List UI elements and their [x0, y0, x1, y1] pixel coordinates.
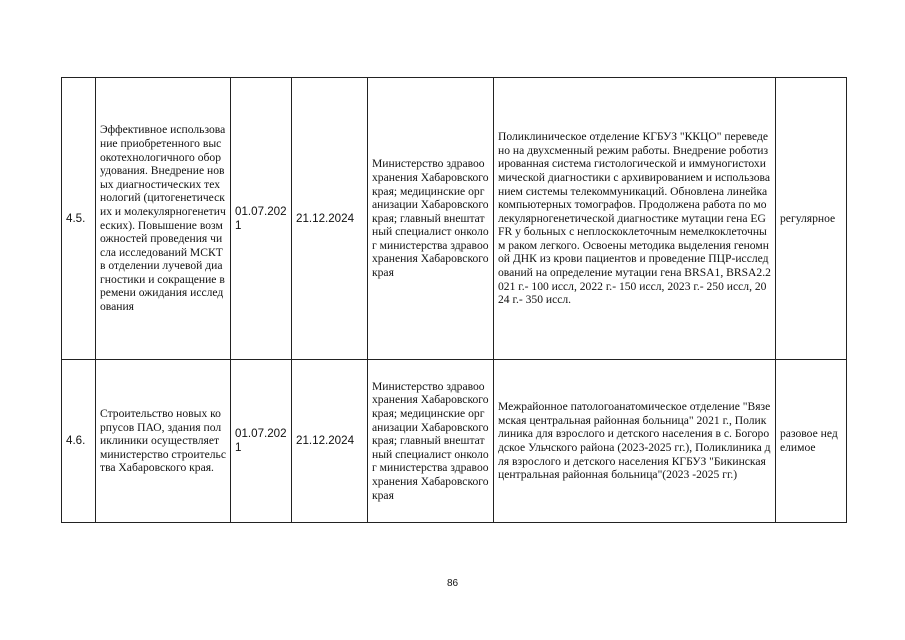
responsible: Министерство здравоохранения Хабаровского края; медицинские организации Хабаровского края; главный внештатный специалист онколог министерства здравоохранения Хабаровского края — [368, 78, 494, 360]
result: Межрайонное патологоанатомическое отделение "Вяземская центральная районная больница" 2021 г., Поликлиника для взрослого и детского населения в с. Богородское Ульчского района (2023-2025 гг.), Поликлиника для взрослого и детского населения КГБУЗ "Бикинская центральная районная больница"(2023 -2025 гг.) — [494, 360, 776, 523]
page-number: 86 — [446, 578, 459, 589]
measure-type: регулярное — [776, 78, 847, 360]
end-date: 21.12.2024 — [292, 78, 368, 360]
responsible: Министерство здравоохранения Хабаровского края; медицинские организации Хабаровского края; главный внештатный специалист онколог министерства здравоохранения Хабаровского края — [368, 360, 494, 523]
table-row — [62, 360, 847, 523]
start-date: 01.07.2021 — [231, 360, 292, 523]
measures-table — [61, 77, 847, 523]
result: Поликлиническое отделение КГБУЗ "ККЦО" переведено на двухсменный режим работы. Внедрение роботизированная система гистологической и иммуногистохимической диагностики с архивированием и использованием системы телекоммуникаций. Обновлена линейка компьютерных томографов. Продолжена работа по молекулярногенетической диагностике мутации гена EGFR у больных с неплоскоклеточным немелкоклеточным раком легкого. Освоены методика выделения геномной ДНК из крови пациентов и проведение ПЦР-исследований на определение мутации гена BRSA1, BRSA2.2021 г.- 100 иссл, 2022 г.- 150 иссл, 2023 г.- 250 иссл, 2024 г.- 350 иссл. — [494, 78, 776, 360]
start-date: 01.07.2021 — [231, 78, 292, 360]
measure-description: Эффективное использование приобретенного высокотехнологичного оборудования. Внедрение новых диагностических технологий (цитогенетических и молекулярногенетических). Повышение возможностей проведения числа исследований МСКТ в отделении лучевой диагностики и сокращение времени ожидания исследования — [96, 78, 231, 360]
row-number: 4.6. — [62, 360, 96, 523]
measure-type: разовое неделимое — [776, 360, 847, 523]
row-number: 4.5. — [62, 78, 96, 360]
end-date: 21.12.2024 — [292, 360, 368, 523]
measure-description: Строительство новых корпусов ПАО, здания поликлиники осуществляет министерство строительства Хабаровского края. — [96, 360, 231, 523]
table-row — [62, 78, 847, 360]
